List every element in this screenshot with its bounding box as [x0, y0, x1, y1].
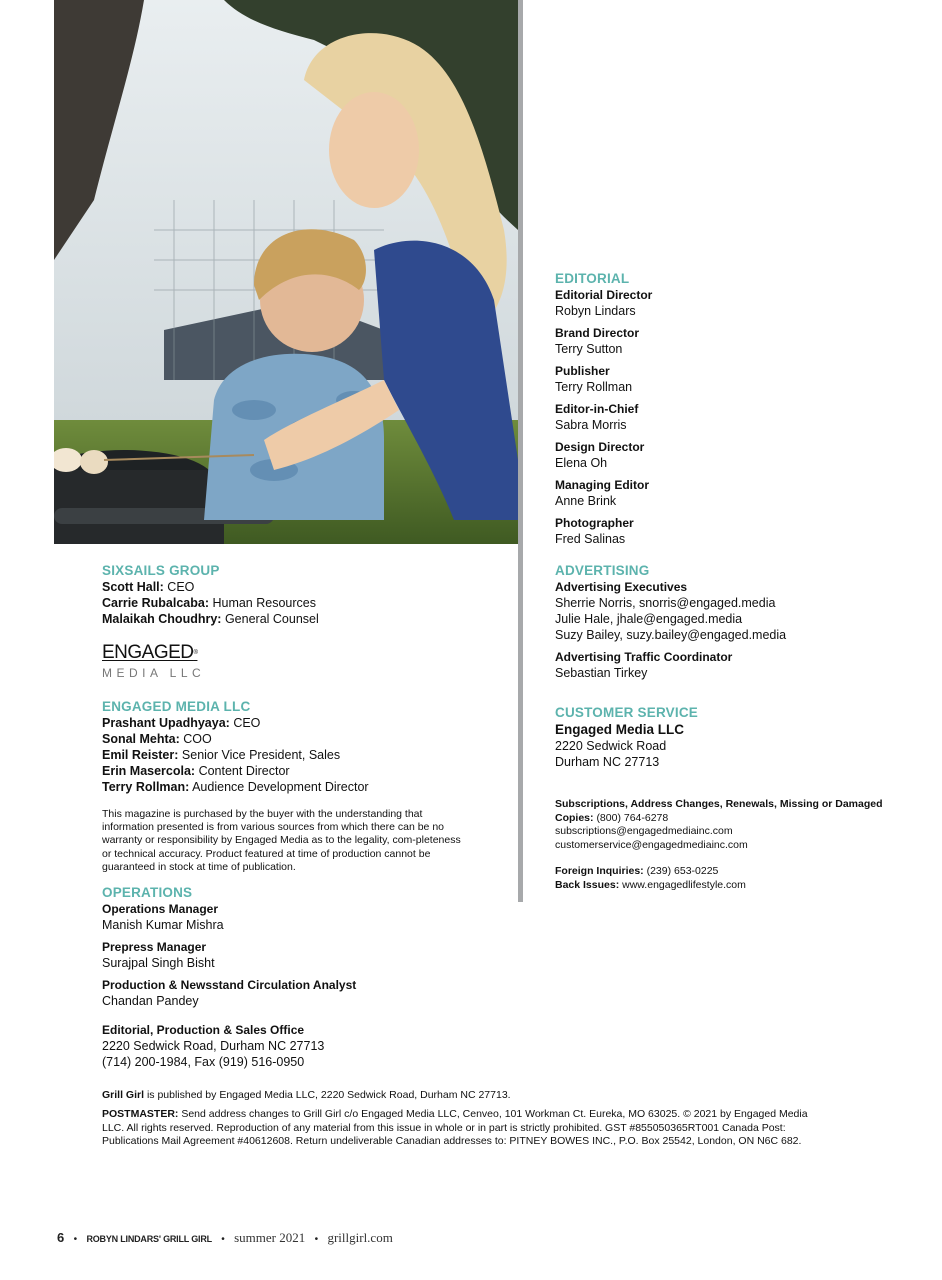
postmaster-rest: Send address changes to Grill Girl c/o Engaged Media LLC, Cenveo, 101 Workman Ct. Eureka, MO 63025. © 2021 by Engaged Media LLC. All rights reserved. Reproduction of any material from this issue in whole or in part is strictly prohibited. GST #855050365RT001 Canada Post: Publications Mail Agreement #40612608. Return undeliverable Canadian addresses to: PITNEY BOWES INC., P.O. Box 25542, London, ON N6C 682. [102, 1108, 808, 1148]
person-line [102, 715, 502, 731]
entry-name: Sabra Morris [555, 418, 627, 432]
operations-section [102, 885, 502, 1015]
entry-role: Advertising Executives [555, 580, 688, 594]
foreign-inquiries [555, 865, 895, 879]
editorial-entry [555, 363, 895, 395]
magazine-name: ROBYN LINDARS' GRILL GIRL [86, 1234, 212, 1244]
engaged-media-section [102, 699, 502, 795]
website-link[interactable]: grillgirl.com [327, 1230, 393, 1245]
entry-role: Editor-in-Chief [555, 402, 639, 416]
person-title: Audience Development Director [192, 780, 369, 794]
company-name: Engaged Media LLC [555, 722, 685, 737]
customer-service-heading: CUSTOMER SERVICE [555, 705, 698, 720]
office-role: Editorial, Production & Sales Office [102, 1023, 305, 1037]
logo-word [102, 643, 212, 663]
person-line [102, 579, 502, 595]
advertising-executives [555, 579, 895, 643]
published-bold: Grill Girl [102, 1089, 145, 1101]
person-line [102, 763, 502, 779]
person-title: Senior Vice President, Sales [181, 748, 341, 762]
person-name: Emil Reister: [102, 748, 179, 762]
entry-name: Manish Kumar Mishra [102, 918, 224, 932]
office-address: 2220 Sedwick Road, Durham NC 27713 [102, 1039, 325, 1053]
person-line [102, 595, 502, 611]
entry-role: Publisher [555, 364, 610, 378]
person-name: Sonal Mehta: [102, 732, 180, 746]
cover-photo [54, 0, 518, 544]
right-column [555, 271, 895, 893]
entry-name: Julie Hale, jhale@engaged.media [555, 612, 743, 626]
published-rest: is published by Engaged Media LLC, 2220 Sedwick Road, Durham NC 27713. [146, 1089, 511, 1101]
person-title: Content Director [198, 764, 290, 778]
advertising-traffic [555, 649, 895, 681]
entry-name: Suzy Bailey, suzy.bailey@engaged.media [555, 628, 787, 642]
disclaimer-text: This magazine is purchased by the buyer with the understanding that information presented is from various sources from which there can be no warranty or responsibility by Engaged Media as to the legality, com-pleteness or technical accuracy. Product featured at time of production cannot be guaranteed in stock at time of publication. [102, 808, 461, 873]
advertising-heading: ADVERTISING [555, 563, 650, 578]
person-title: General Counsel [224, 612, 319, 626]
entry-name: Robyn Lindars [555, 304, 636, 318]
entry-name: Terry Rollman [555, 380, 633, 394]
operations-entry [102, 901, 502, 933]
entry-role: Managing Editor [555, 478, 649, 492]
page-number: 6 [57, 1230, 65, 1245]
entry-role: Prepress Manager [102, 940, 207, 954]
person-title: CEO [233, 716, 261, 730]
bullet-separator: • [221, 1234, 225, 1245]
entry-role: Operations Manager [102, 902, 219, 916]
entry-name: Sebastian Tirkey [555, 666, 648, 680]
operations-heading: OPERATIONS [102, 885, 193, 900]
subscriptions-info [555, 798, 895, 852]
subscriptions-phone: (800) 764-6278 [596, 811, 669, 824]
subscriptions-label: Subscriptions, Address Changes, Renewals, Missing or Damaged Copies: [555, 798, 883, 824]
bullet-separator: • [314, 1234, 319, 1245]
foreign-phone: (239) 653-0225 [646, 865, 719, 878]
person-name: Prashant Upadhyaya: [102, 716, 230, 730]
editorial-section [555, 271, 895, 547]
person-name: Carrie Rubalcaba: [102, 596, 209, 610]
entry-role: Brand Director [555, 326, 640, 340]
photo-illustration [54, 0, 518, 544]
logo-subtitle: MEDIA LLC [102, 666, 206, 680]
editorial-heading: EDITORIAL [555, 271, 630, 286]
advertising-section [555, 563, 895, 681]
editorial-entry [555, 515, 895, 547]
engaged-media-heading: ENGAGED MEDIA LLC [102, 699, 251, 714]
editorial-entry [555, 439, 895, 471]
postmaster-notice [102, 1108, 822, 1149]
entry-name: Fred Salinas [555, 532, 626, 546]
operations-entry [102, 939, 502, 971]
address-line: Durham NC 27713 [555, 755, 660, 769]
postmaster-bold: POSTMASTER: [102, 1108, 179, 1120]
entry-role: Production & Newsstand Circulation Analyst [102, 978, 357, 992]
address-line: 2220 Sedwick Road [555, 739, 667, 753]
engaged-media-logo [102, 643, 212, 683]
person-name: Malaikah Choudhry: [102, 612, 222, 626]
published-notice [102, 1089, 822, 1103]
entry-role: Photographer [555, 516, 634, 530]
person-line [102, 731, 502, 747]
page-footer [57, 1230, 393, 1248]
sixsails-section [102, 563, 502, 627]
entry-name: Chandan Pandey [102, 994, 199, 1008]
entry-role: Design Director [555, 440, 645, 454]
person-title: COO [183, 732, 212, 746]
entry-name: Anne Brink [555, 494, 617, 508]
entry-role: Advertising Traffic Coordinator [555, 650, 733, 664]
back-issues [555, 879, 895, 893]
entry-name: Surajpal Singh Bisht [102, 956, 215, 970]
customer-service-section [555, 705, 895, 770]
bullet-separator: • [73, 1234, 78, 1245]
back-issues-label: Back Issues: [555, 878, 620, 891]
person-line [102, 779, 502, 795]
person-name: Terry Rollman: [102, 780, 190, 794]
other-contacts [555, 865, 895, 892]
operations-entry [102, 977, 502, 1009]
person-line [102, 747, 502, 763]
editorial-entry [555, 325, 895, 357]
person-title: Human Resources [212, 596, 316, 610]
back-issues-url[interactable]: www.engagedlifestyle.com [622, 878, 746, 891]
office-info [102, 1022, 502, 1070]
logo-word-text: ENGAGED [102, 642, 194, 663]
office-phone: (714) 200-1984, Fax (919) 516-0950 [102, 1055, 305, 1069]
entry-name: Elena Oh [555, 456, 608, 470]
editorial-entry [555, 287, 895, 319]
person-name: Erin Masercola: [102, 764, 196, 778]
column-divider [518, 0, 523, 902]
subscriptions-email[interactable]: subscriptions@engagedmediainc.com [555, 825, 733, 838]
editorial-entry [555, 401, 895, 433]
customer-service-email[interactable]: customerservice@engagedmediainc.com [555, 838, 748, 851]
foreign-label: Foreign Inquiries: [555, 865, 644, 878]
issue-label: summer 2021 [234, 1230, 306, 1245]
person-line [102, 611, 502, 627]
editorial-entry [555, 477, 895, 509]
sixsails-heading: SIXSAILS GROUP [102, 563, 220, 578]
person-name: Scott Hall: [102, 580, 164, 594]
entry-role: Editorial Director [555, 288, 653, 302]
entry-name: Terry Sutton [555, 342, 623, 356]
registered-mark: ® [193, 650, 198, 656]
person-title: CEO [167, 580, 195, 594]
entry-name: Sherrie Norris, snorris@engaged.media [555, 596, 776, 610]
